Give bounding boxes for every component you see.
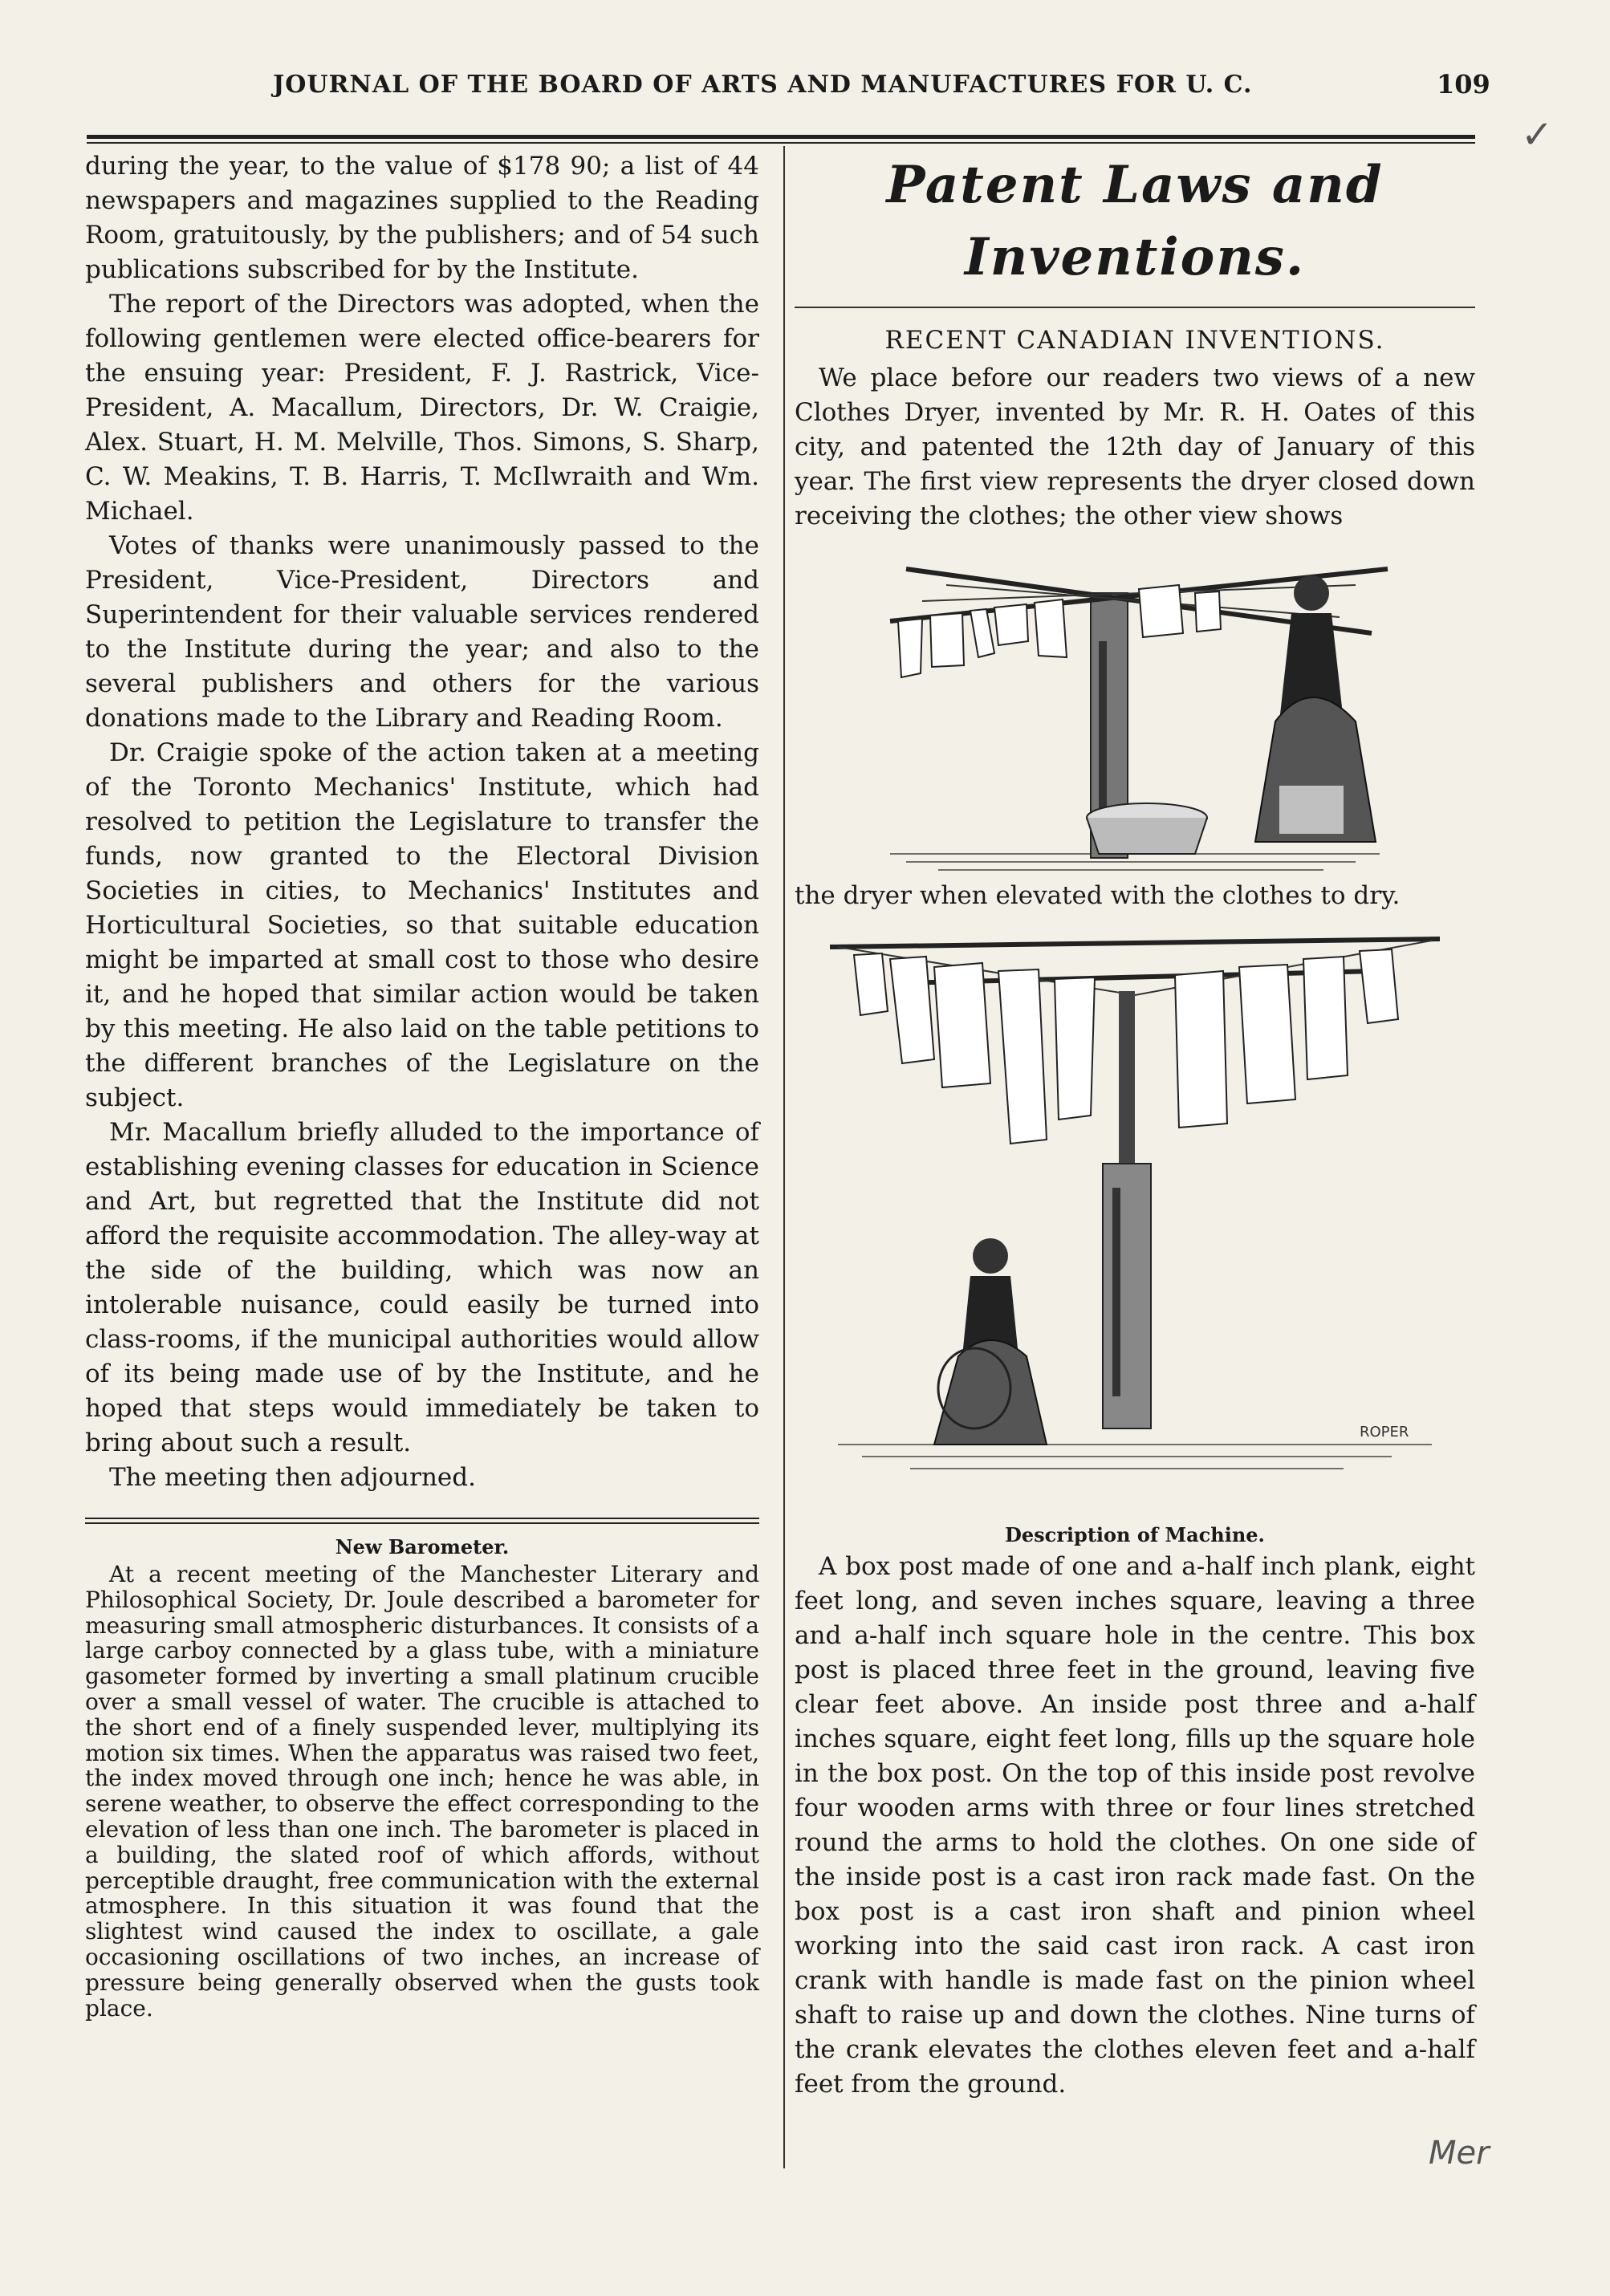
article-intro: We place before our readers two views of a new Clothes Dryer, invented by Mr. R. H. Oates of this city, and patented the 12th day of January of this year. The first view represents the dryer closed down receiving the clothes; the other view shows <box>795 364 1475 530</box>
running-head: JOURNAL OF THE BOARD OF ARTS AND MANUFACTURES FOR U. C. <box>273 71 1253 99</box>
page-number: 109 <box>1437 69 1490 100</box>
column-divider <box>783 146 785 2168</box>
institute-report <box>85 149 759 1495</box>
paragraph: Mr. Macallum briefly alluded to the importance of establishing evening classes for education in Science and Art, but regretted that the Institute did not afford the requisite accommodation. The alley-way at the side of the building, which was now an intolerable nuisance, could easily be turned into class-rooms, if the municipal authorities would allow of its being made use of by the Institute, and he hoped that steps would immediately be taken to bring about such a result. <box>85 1118 759 1457</box>
paragraph: The meeting then adjourned. <box>109 1463 476 1492</box>
paragraph: during the year, to the value of $178 90; a list of 44 newspapers and magazines supplied to the Reading Room, gratuitously, by the publishers; and of 54 such publications subscribed for by the Institute. <box>85 152 759 284</box>
right-column <box>795 149 1475 2102</box>
barometer-heading: New Barometer. <box>335 1535 510 1558</box>
margin-handwritten-note: Mer <box>1429 2135 1490 2172</box>
illustration-continuation: the dryer when elevated with the clothes to dry. <box>795 881 1401 910</box>
dryer-closed-illustration <box>874 545 1396 878</box>
left-column <box>85 149 759 2021</box>
section-rule <box>85 1518 759 1524</box>
section-title: Patent Laws and Inventions. <box>886 155 1384 287</box>
title-rule <box>795 307 1475 308</box>
header-rule <box>87 135 1475 144</box>
dryer-elevated-illustration <box>814 923 1456 1501</box>
paragraph: Dr. Craigie spoke of the action taken at a meeting of the Toronto Mechanics' Institute, which had resolved to petition the Legislature to transfer the funds, now granted to the Electoral Division Societies in cities, to Mechanics' Institutes and Horticultural Societies, so that suitable education might be imparted at small cost to those who desire it, and he hoped that similar action would be taken by this meeting. He also laid on the table petitions to the different branches of the Legislature on the subject. <box>85 738 759 1112</box>
margin-check-mark: ✓ <box>1521 112 1554 157</box>
paragraph: Votes of thanks were unanimously passed to the President, Vice-President, Directors and Superintendent for their valuable services rendered to the Institute during the year; and also to the several publishers and others for the various donations made to the Library and Reading Room. <box>85 531 759 733</box>
engraver-signature: ROPER <box>1360 1424 1409 1441</box>
machine-description: A box post made of one and a-half inch plank, eight feet long, and seven inches square, leaving a three and a-half inch square hole in the centre. This box post is placed three feet in the ground, leaving five clear feet above. An inside post three and a-half inches square, eight feet long, fills up the square hole in the box post. On the top of this inside post revolve four wooden arms with three or four lines stretched round the arms to hold the clothes. On one side of the inside post is a cast iron rack made fast. On the box post is a cast iron shaft and pinion wheel working into the said cast iron rack. A cast iron crank with handle is made fast on the pinion wheel shaft to raise up and down the clothes. Nine turns of the crank elevates the clothes eleven feet and a-half feet from the ground. <box>795 1552 1476 2099</box>
figure-caption: Description of Machine. <box>1005 1523 1265 1546</box>
barometer-article: At a recent meeting of the Manchester Literary and Philosophical Society, Dr. Joule described a barometer for measuring small atmospheric disturbances. It consists of a large carboy connected by a glass tube, with a miniature gasometer formed by inverting a small platinum crucible over a small vessel of water. The crucible is attached to the short end of a finely suspended lever, multiplying its motion six times. When the apparatus was raised two feet, the index moved through one inch; hence he was able, in serene weather, to observe the effect corresponding to the elevation of less than one inch. The barometer is placed in a building, the slated roof of which affords, without perceptible draught, free communication with the external atmosphere. In this situation it was found that the slightest wind caused the index to oscillate, a gale occasioning oscillations of two inches, an increase of pressure being generally observed when the gusts took place. <box>85 1561 759 2022</box>
article-heading: RECENT CANADIAN INVENTIONS. <box>884 326 1385 355</box>
paragraph: The report of the Directors was adopted, when the following gentlemen were elected office-bearers for the ensuing year: President, F. J. Rastrick, Vice-President, A. Macallum, Directors, Dr. W. Craigie, Alex. Stuart, H. M. Melville, Thos. Simons, S. Sharp, C. W. Meakins, T. B. Harris, T. McIlwraith and Wm. Michael. <box>85 290 759 526</box>
